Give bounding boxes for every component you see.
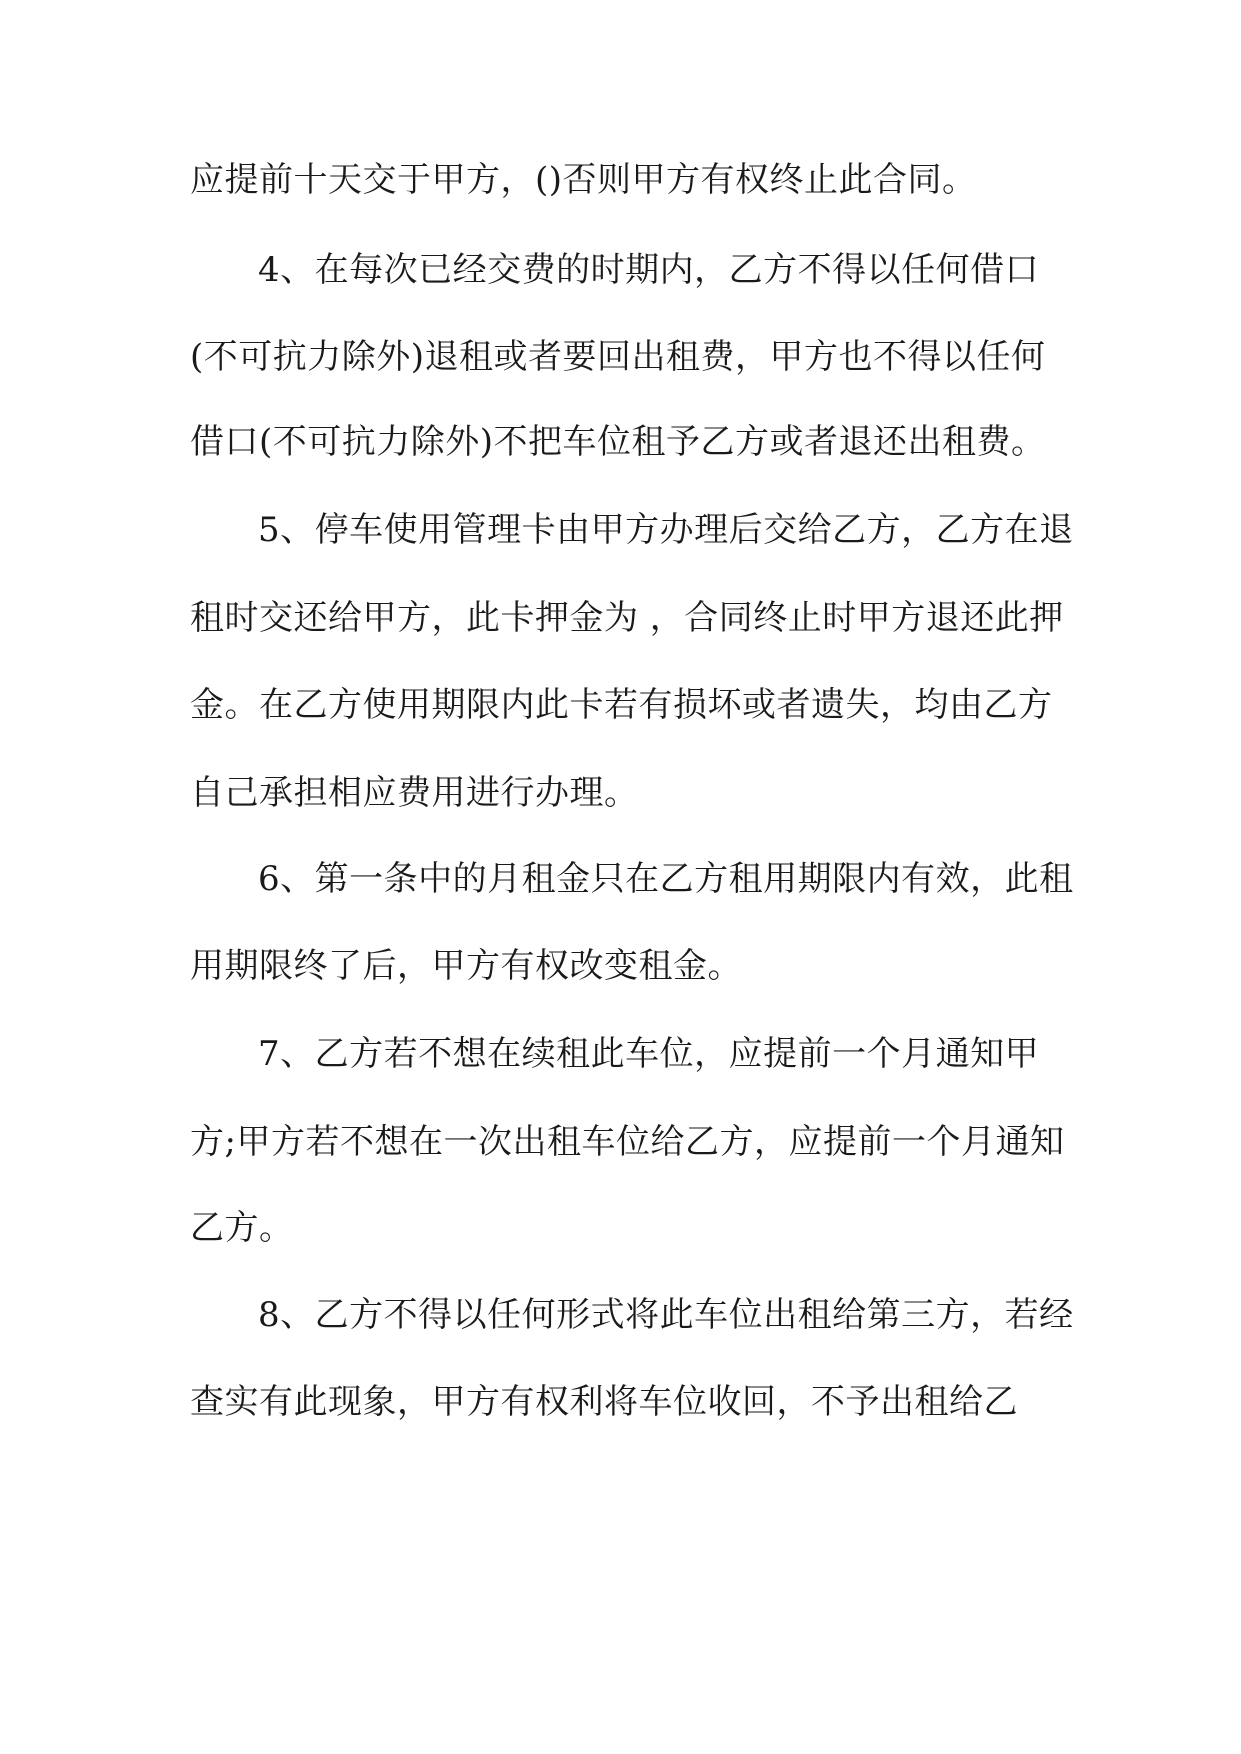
text-line-7: 金。在乙方使用期限内此卡若有损坏或者遗失，均由乙方 [190,685,1053,725]
text-line-4: 借口(不可抗力除外)不把车位租予乙方或者退还出租费。 [190,422,1046,462]
text-line-clause-6: 6、第一条中的月租金只在乙方租用期限内有效，此租 [258,859,1074,899]
text-line-clause-5: 5、停车使用管理卡由甲方办理后交给乙方，乙方在退 [258,510,1074,550]
text-line-10: 用期限终了后，甲方有权改变租金。 [190,946,742,986]
text-line-15: 查实有此现象，甲方有权利将车位收回，不予出租给乙 [190,1382,1018,1422]
text-line-12: 方;甲方若不想在一次出租车位给乙方，应提前一个月通知 [190,1122,1065,1162]
text-line-1: 应提前十天交于甲方，()否则甲方有权终止此合同。 [190,160,977,200]
text-line-clause-4: 4、在每次已经交费的时期内，乙方不得以任何借口 [258,250,1040,290]
text-line-clause-8: 8、乙方不得以任何形式将此车位出租给第三方，若经 [258,1295,1074,1335]
text-line-6: 租时交还给甲方，此卡押金为 ，合同终止时甲方退还此押 [190,598,1064,638]
text-line-13: 乙方。 [190,1208,294,1248]
text-line-8: 自己承担相应费用进行办理。 [190,773,639,813]
text-line-clause-7: 7、乙方若不想在续租此车位，应提前一个月通知甲 [258,1034,1040,1074]
text-line-3: (不可抗力除外)退租或者要回出租费，甲方也不得以任何 [190,337,1046,377]
